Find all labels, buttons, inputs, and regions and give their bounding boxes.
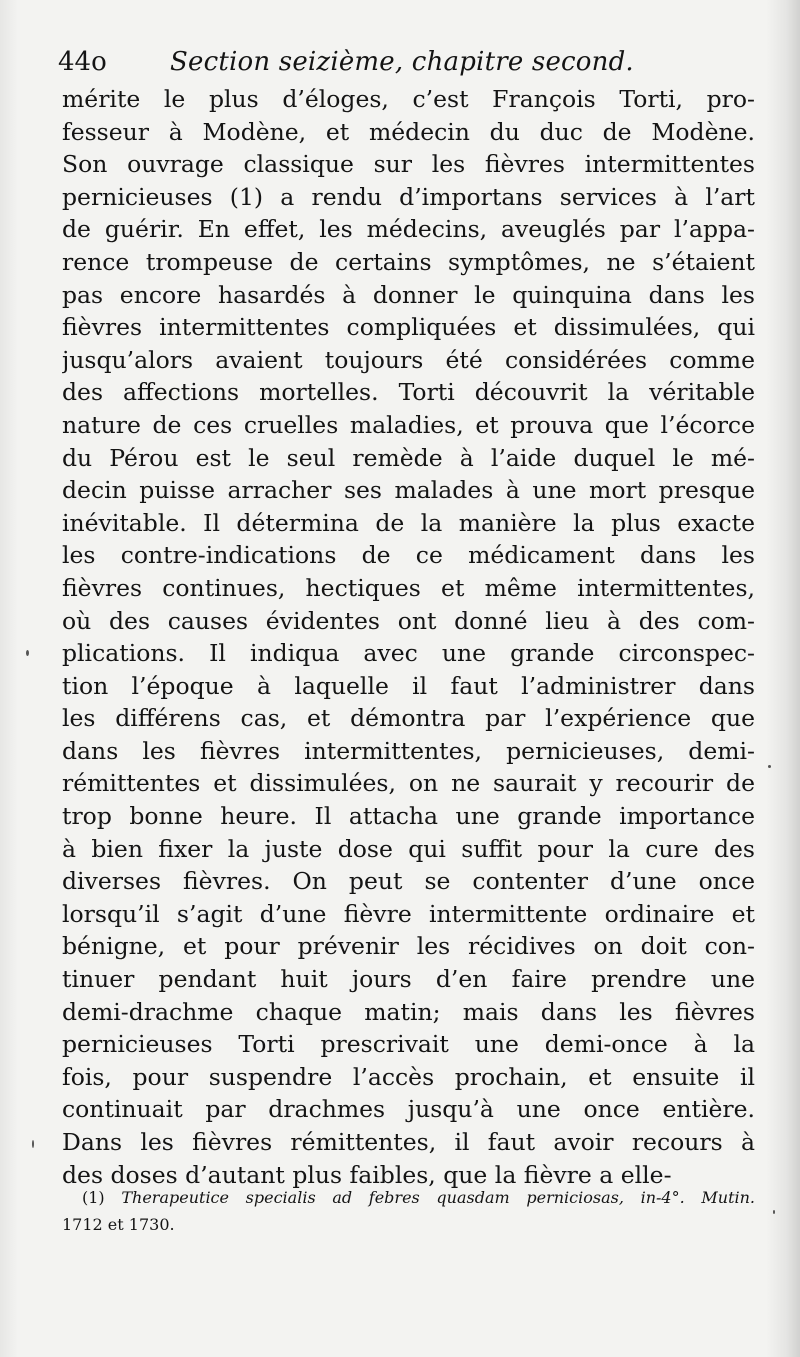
footnote-line <box>62 1184 755 1211</box>
text-line: les différens cas, et démontra par l’expérience que <box>62 704 755 733</box>
footnote <box>62 1184 755 1238</box>
text-line: fièvres intermittentes compliquées et dissimulées, qui <box>62 313 755 342</box>
running-head <box>58 42 758 82</box>
text-line: rence trompeuse de certains symptômes, ne s’étaient <box>62 247 755 276</box>
footnote-marker: (1) <box>82 1188 105 1207</box>
paper-speck <box>26 650 29 656</box>
page-edge-shadow <box>766 0 800 1357</box>
body-text <box>62 83 755 1191</box>
text-line: du Pérou est le seul remède à l’aide duquel le mé- <box>62 443 755 472</box>
text-line: diverses fièvres. On peut se contenter d’une once <box>62 867 755 896</box>
footnote-years: 1712 et 1730. <box>62 1215 175 1234</box>
text-line: fois, pour suspendre l’accès prochain, et ensuite il <box>62 1062 755 1091</box>
text-line: les contre-indications de ce médicament dans les <box>62 541 755 570</box>
text-line: jusqu’alors avaient toujours été considérées comme <box>62 345 755 374</box>
footnote-format: in-4°. <box>640 1188 685 1207</box>
text-line: à bien fixer la juste dose qui suffit pour la cure des <box>62 834 755 863</box>
text-line: rémittentes et dissimulées, on ne saurait y recourir de <box>62 769 755 798</box>
text-line: Son ouvrage classique sur les fièvres intermittentes <box>62 150 755 179</box>
text-line: tinuer pendant huit jours d’en faire prendre une <box>62 965 755 994</box>
text-line: où des causes évidentes ont donné lieu à des com- <box>62 606 755 635</box>
text-line: bénigne, et pour prévenir les récidives on doit con- <box>62 932 755 961</box>
chapter-title: Section seizième, chapitre second. <box>170 47 634 77</box>
page-number: 44o <box>58 47 107 77</box>
text-line: demi-drachme chaque matin; mais dans les fièvres <box>62 997 755 1026</box>
text-line: pas encore hasardés à donner le quinquina dans les <box>62 280 755 309</box>
text-line: pernicieuses Torti prescrivait une demi-once à la <box>62 1030 755 1059</box>
page-gutter-shadow <box>0 0 18 1357</box>
text-line: dans les fièvres intermittentes, pernicieuses, demi- <box>62 736 755 765</box>
footnote-place: Mutin. <box>701 1188 755 1207</box>
text-line: lorsqu’il s’agit d’une fièvre intermittente ordinaire et <box>62 899 755 928</box>
paper-speck <box>32 1140 34 1148</box>
text-line: fesseur à Modène, et médecin du duc de Modène. <box>62 117 755 146</box>
paper-speck <box>768 765 771 768</box>
text-line: pernicieuses (1) a rendu d’importans services à l’art <box>62 182 755 211</box>
text-line: plications. Il indiqua avec une grande circonspec- <box>62 639 755 668</box>
text-line: de guérir. En effet, les médecins, aveuglés par l’appa- <box>62 215 755 244</box>
text-line: decin puisse arracher ses malades à une mort presque <box>62 476 755 505</box>
text-line: des doses d’autant plus faibles, que la fièvre a elle- <box>62 1160 672 1189</box>
text-line: Dans les fièvres rémittentes, il faut avoir recours à <box>62 1128 755 1156</box>
text-line: nature de ces cruelles maladies, et prouva que l’écorce <box>62 410 755 439</box>
text-line: mérite le plus d’éloges, c’est François Torti, pro- <box>62 85 755 113</box>
paper-speck <box>773 1210 775 1214</box>
text-line: inévitable. Il détermina de la manière la plus exacte <box>62 508 755 537</box>
text-line: fièvres continues, hectiques et même intermittentes, <box>62 573 755 602</box>
text-line: tion l’époque à laquelle il faut l’administrer dans <box>62 671 755 700</box>
text-line: continuait par drachmes jusqu’à une once entière. <box>62 1095 755 1124</box>
footnote-citation: Therapeutice specialis ad febres quasdam perniciosas, <box>121 1188 624 1207</box>
text-line: des affections mortelles. Torti découvrit la véritable <box>62 378 755 407</box>
text-line: trop bonne heure. Il attacha une grande importance <box>62 802 755 831</box>
